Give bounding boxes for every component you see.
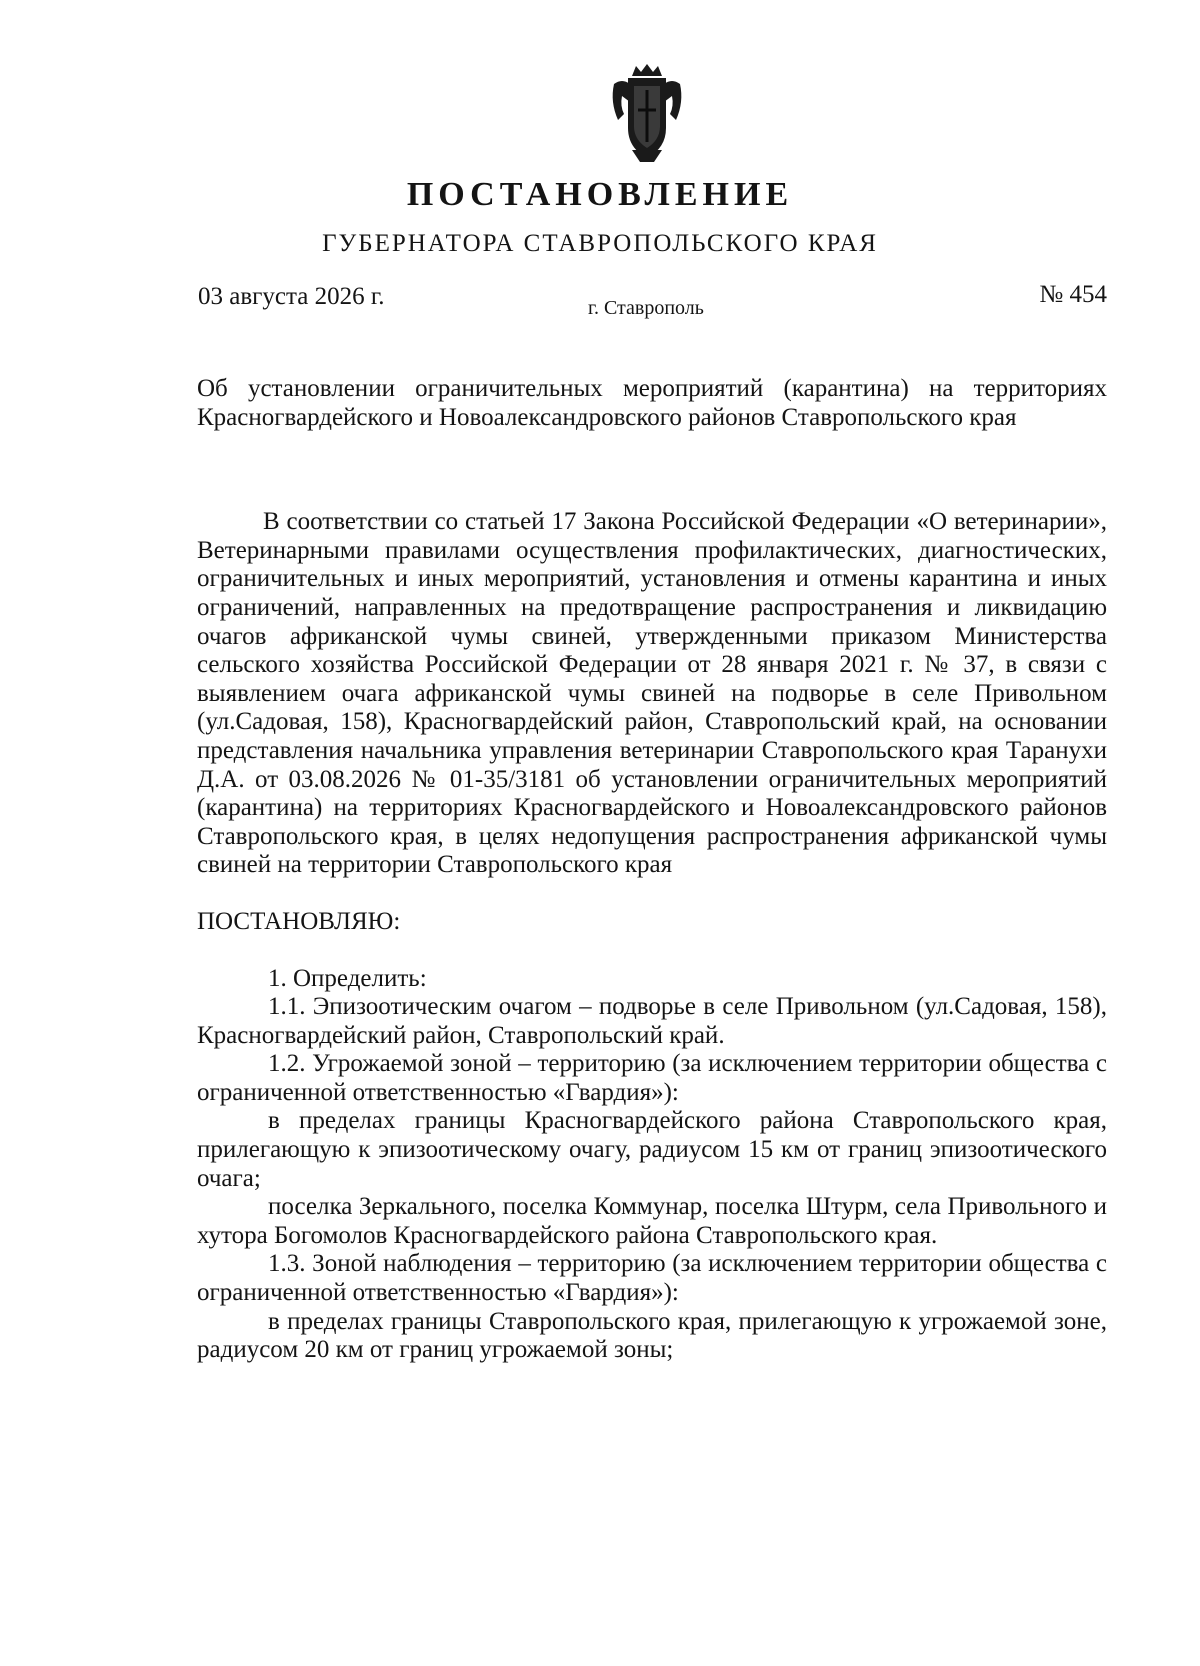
clause-1-3-a: в пределах границы Ставропольского края, прилегающую к угрожаемой зоне, радиусом 20 км от границ угрожаемой зоны; bbox=[197, 1307, 1107, 1364]
decree-word: ПОСТАНОВЛЯЮ: bbox=[197, 907, 401, 935]
stavropol-coat-of-arms-icon bbox=[610, 62, 684, 164]
clause-1: 1. Определить: bbox=[268, 964, 427, 992]
subject-title: Об установлении ограничительных мероприятий (карантина) на территориях Красногвардейского и Новоалександровского районов Ставропольского края bbox=[197, 375, 1107, 431]
clause-1-1: 1.1. Эпизоотическим очагом – подворье в селе Привольном (ул.Садовая, 158), Красногвардейский район, Ставропольский край. bbox=[197, 993, 1107, 1049]
document-date: 03 августа 2026 г. bbox=[198, 283, 385, 310]
document-number: № 454 bbox=[1039, 281, 1107, 308]
clause-1-3: 1.3. Зоной наблюдения – территорию (за исключением территории общества с ограниченной ответственностью «Гвардия»): bbox=[197, 1250, 1107, 1307]
clause-1-2: 1.2. Угрожаемой зоной – территорию (за исключением территории общества с ограниченной ответственностью «Гвардия»): bbox=[197, 1050, 1107, 1106]
clause-1-2-a: в пределах границы Красногвардейского района Ставропольского края, прилегающую к эпизоотическому очагу, радиусом 15 км от границ эпизоотического очага; bbox=[197, 1107, 1107, 1192]
issuer-title: ГУБЕРНАТОРА СТАВРОПОЛЬСКОГО КРАЯ bbox=[322, 230, 878, 257]
document-body bbox=[197, 375, 1107, 1365]
clause-1-2-b: поселка Зеркального, поселка Коммунар, поселка Штурм, села Привольного и хутора Богомолов Красногвардейского района Ставропольского края. bbox=[197, 1193, 1107, 1249]
document-type-title: ПОСТАНОВЛЕНИЕ bbox=[406, 176, 794, 213]
document-city: г. Ставрополь bbox=[588, 297, 704, 319]
preamble-paragraph: В соответствии со статьей 17 Закона Российской Федерации «О ветеринарии», Ветеринарными правилами осуществления профилактических, диагностических, ограничительных и иных мероприятий, установления и отмены карантина и иных ограничений, направленных на предотвращение распространения и ликвидацию очагов африканской чумы свиней, утвержденными приказом Министерства сельского хозяйства Российской Федерации от 28 января 2021 г. № 37, в связи с выявлением очага африканской чумы свиней на подворье в селе Привольном (ул.Садовая, 158), Красногвардейский район, Ставропольский край, на основании представления начальника управления ветеринарии Ставропольского края Таранухи Д.А. от 03.08.2026 № 01-35/3181 об установлении ограничительных мероприятий (карантина) на территориях Красногвардейского и Новоалександровского районов Ставропольского края, в целях недопущения распространения африканской чумы свиней на территории Ставропольского края bbox=[197, 508, 1107, 879]
